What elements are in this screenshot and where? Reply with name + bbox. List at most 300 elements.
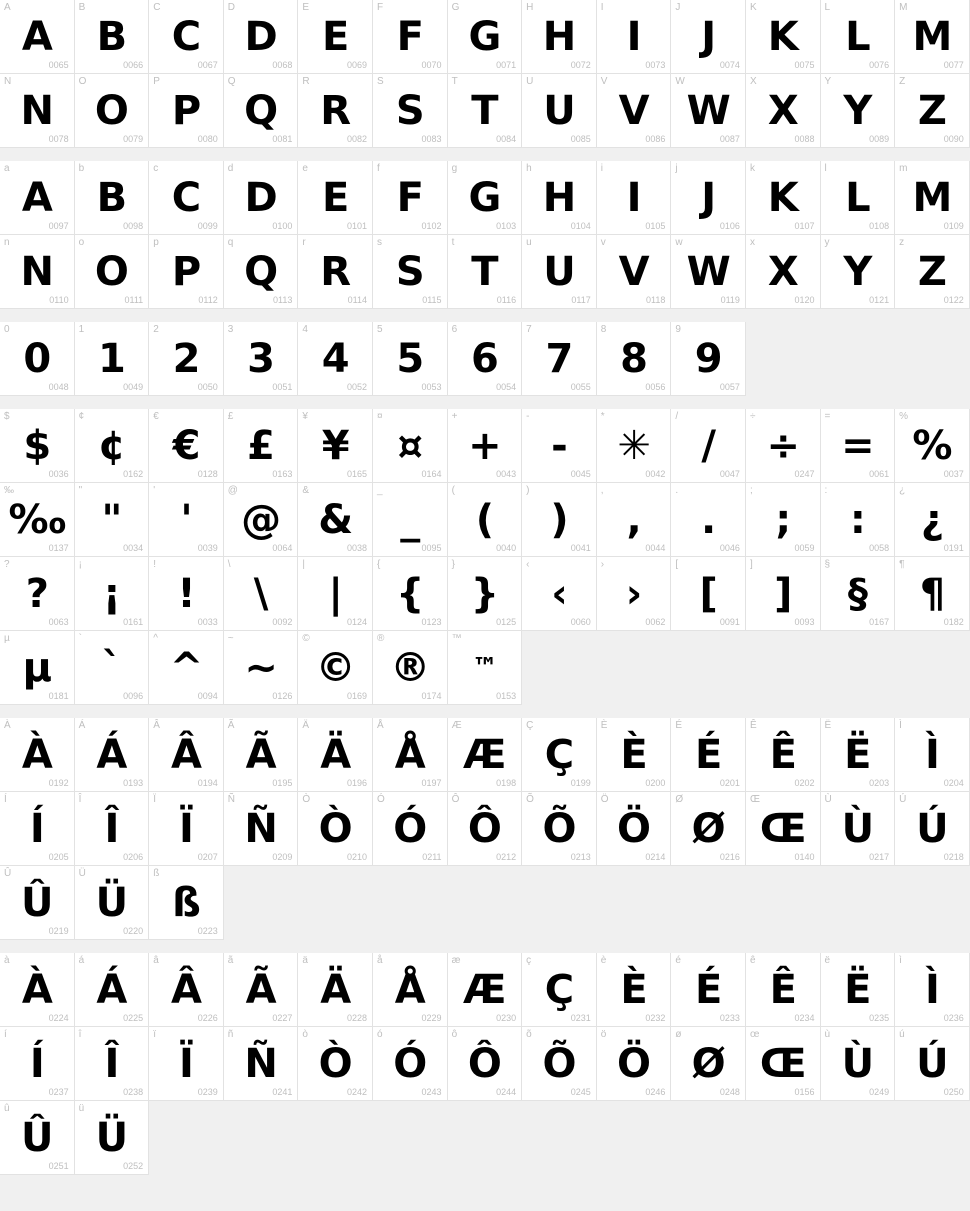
glyph-char-label: Ê [749,720,757,731]
glyph-cell[interactable] [75,322,150,396]
glyph-cell[interactable] [298,953,373,1027]
glyph-cell[interactable] [0,483,75,557]
glyph-code-label: 0198 [496,778,517,788]
glyph-render: 3 [247,335,274,382]
glyph-char-label: ä [302,955,308,966]
glyph-cell[interactable] [448,718,523,792]
glyph-char-label: Ô [451,794,460,805]
glyph-cell[interactable] [597,792,672,866]
glyph-code-label: 0093 [794,617,815,627]
empty-cell [671,1101,746,1175]
glyph-cell[interactable] [298,235,373,309]
glyph-render: , [626,496,641,543]
glyph-cell[interactable] [746,1027,821,1101]
glyph-cell[interactable] [597,74,672,148]
glyph-char-label: È [600,720,608,731]
glyph-cell[interactable] [373,409,448,483]
glyph-cell[interactable] [522,0,597,74]
glyph-code-label: 0096 [123,691,144,701]
glyph-cell[interactable] [522,557,597,631]
glyph-cell[interactable] [0,74,75,148]
glyph-cell[interactable] [597,1027,672,1101]
glyph-cell[interactable] [373,1027,448,1101]
glyph-char-label: d [227,163,234,174]
glyph-char-label: Ú [899,794,907,805]
glyph-cell[interactable] [746,792,821,866]
glyph-cell[interactable] [895,161,970,235]
glyph-cell[interactable] [298,718,373,792]
glyph-code-label: 0077 [943,60,964,70]
glyph-cell[interactable] [895,1027,970,1101]
glyph-cell[interactable] [149,0,224,74]
glyph-code-label: 0072 [570,60,591,70]
glyph-cell[interactable] [0,1027,75,1101]
glyph-render: ¢ [97,422,125,469]
glyph-cell[interactable] [298,161,373,235]
glyph-cell[interactable] [522,483,597,557]
glyph-cell[interactable] [373,0,448,74]
glyph-render: Î [104,1040,119,1087]
glyph-render: ¿ [920,496,944,543]
glyph-cell[interactable] [448,161,523,235]
glyph-render: ) [550,496,568,543]
glyph-code-label: 0034 [123,543,144,553]
glyph-cell[interactable] [597,0,672,74]
glyph-code-label: 0238 [123,1087,144,1097]
glyph-cell[interactable] [75,631,150,705]
glyph-code-label: 0056 [645,382,666,392]
glyph-char-label: Y [824,76,832,87]
glyph-cell[interactable] [373,953,448,1027]
glyph-code-label: 0053 [421,382,442,392]
glyph-render: ( [475,496,493,543]
glyph-char-label: ¶ [899,559,905,570]
glyph-char-label: ‹ [526,559,530,570]
glyph-code-label: 0206 [123,852,144,862]
glyph-code-label: 0069 [346,60,367,70]
glyph-cell[interactable] [895,557,970,631]
glyph-cell[interactable] [373,792,448,866]
glyph-cell[interactable] [373,161,448,235]
glyph-render: ™ [471,652,497,683]
glyph-code-label: 0128 [197,469,218,479]
glyph-code-label: 0194 [197,778,218,788]
glyph-cell[interactable] [149,322,224,396]
glyph-cell[interactable] [298,322,373,396]
glyph-cell[interactable] [522,161,597,235]
glyph-cell[interactable] [0,322,75,396]
glyph-cell[interactable] [224,557,299,631]
glyph-cell[interactable] [373,718,448,792]
glyph-cell[interactable] [746,718,821,792]
glyph-code-label: 0049 [123,382,144,392]
glyph-cell[interactable] [373,74,448,148]
glyph-render: Ú [916,1040,948,1087]
glyph-cell[interactable] [671,74,746,148]
glyph-cell[interactable] [448,953,523,1027]
glyph-cell[interactable] [895,74,970,148]
glyph-code-label: 0234 [794,1013,815,1023]
glyph-cell[interactable] [373,557,448,631]
glyph-render: Ç [544,731,574,778]
glyph-cell[interactable] [373,483,448,557]
glyph-cell[interactable] [149,953,224,1027]
glyph-code-label: 0220 [123,926,144,936]
glyph-cell[interactable] [746,409,821,483]
glyph-cell[interactable] [746,235,821,309]
glyph-code-label: 0036 [48,469,69,479]
glyph-char-label: C [153,2,161,13]
glyph-cell[interactable] [0,0,75,74]
empty-cell [224,866,299,940]
glyph-cell[interactable] [895,953,970,1027]
glyph-cell[interactable] [75,74,150,148]
glyph-char-label: ` [78,633,82,644]
glyph-cell[interactable] [746,161,821,235]
glyph-cell[interactable] [75,409,150,483]
glyph-render: Ù [841,1040,874,1087]
glyph-char-label: p [153,237,159,248]
glyph-cell[interactable] [0,866,75,940]
empty-cell [597,1101,672,1175]
glyph-code-label: 0197 [421,778,442,788]
glyph-render: © [315,644,355,691]
glyph-render: ® [390,644,430,691]
glyph-cell[interactable] [0,161,75,235]
glyph-cell[interactable] [597,322,672,396]
glyph-char-label: 0 [4,324,10,335]
glyph-cell[interactable] [149,161,224,235]
glyph-char-label: ó [376,1029,383,1040]
glyph-cell[interactable] [821,792,896,866]
glyph-code-label: 0099 [197,221,218,231]
glyph-cell[interactable] [75,866,150,940]
glyph-cell[interactable] [522,1027,597,1101]
glyph-char-label: Ï [153,794,156,805]
glyph-code-label: 0116 [496,295,517,305]
glyph-char-label: Q [227,76,236,87]
glyph-cell[interactable] [75,483,150,557]
glyph-cell[interactable] [448,483,523,557]
glyph-render: ^ [169,644,203,691]
glyph-cell[interactable] [298,557,373,631]
glyph-cell[interactable] [75,557,150,631]
glyph-cell[interactable] [149,631,224,705]
glyph-code-label: 0111 [124,295,144,305]
glyph-char-label: ò [302,1029,308,1040]
glyph-cell[interactable] [821,557,896,631]
glyph-cell[interactable] [373,631,448,705]
glyph-code-label: 0232 [645,1013,666,1023]
glyph-cell[interactable] [746,483,821,557]
glyph-cell[interactable] [597,161,672,235]
glyph-cell[interactable] [0,1101,75,1175]
glyph-char-label: q [227,237,234,248]
glyph-cell[interactable] [448,0,523,74]
glyph-cell[interactable] [895,0,970,74]
glyph-cell[interactable] [75,718,150,792]
glyph-cell[interactable] [597,557,672,631]
glyph-render: ¶ [919,570,945,617]
glyph-cell[interactable] [895,792,970,866]
glyph-cell[interactable] [224,409,299,483]
glyph-code-label: 0090 [943,134,964,144]
glyph-cell[interactable] [448,322,523,396]
glyph-render: Y [843,87,872,134]
glyph-cell[interactable] [597,718,672,792]
glyph-cell[interactable] [821,1027,896,1101]
glyph-code-label: 0042 [645,469,666,479]
glyph-cell[interactable] [821,235,896,309]
glyph-cell[interactable] [448,631,523,705]
glyph-cell[interactable] [895,718,970,792]
glyph-cell[interactable] [298,483,373,557]
glyph-cell[interactable] [522,322,597,396]
glyph-cell[interactable] [448,1027,523,1101]
glyph-cell[interactable] [298,74,373,148]
glyph-cell[interactable] [522,409,597,483]
glyph-cell[interactable] [0,409,75,483]
glyph-cell[interactable] [821,74,896,148]
glyph-cell[interactable] [522,792,597,866]
glyph-code-label: 0055 [570,382,591,392]
glyph-cell[interactable] [821,483,896,557]
glyph-render: E [322,174,349,221]
glyph-cell[interactable] [671,483,746,557]
glyph-render: Ã [245,966,276,1013]
glyph-code-label: 0252 [123,1161,144,1171]
glyph-cell[interactable] [149,792,224,866]
glyph-cell[interactable] [448,792,523,866]
glyph-cell[interactable] [522,953,597,1027]
glyph-render: Û [21,879,53,926]
glyph-cell[interactable] [746,74,821,148]
glyph-cell[interactable] [0,718,75,792]
glyph-cell[interactable] [373,235,448,309]
glyph-render: À [21,731,52,778]
glyph-cell[interactable] [821,161,896,235]
glyph-render: Ì [924,731,939,778]
glyph-code-label: 0153 [496,691,517,701]
glyph-render: Ä [320,966,351,1013]
glyph-render: Á [96,966,127,1013]
glyph-cell[interactable] [0,792,75,866]
glyph-cell[interactable] [149,74,224,148]
glyph-cell[interactable] [448,235,523,309]
glyph-cell[interactable] [298,409,373,483]
glyph-cell[interactable] [75,161,150,235]
empty-cell [448,1101,523,1175]
glyph-cell[interactable] [0,953,75,1027]
glyph-cell[interactable] [597,235,672,309]
glyph-char-label: ì [899,955,902,966]
glyph-cell[interactable] [75,0,150,74]
glyph-cell[interactable] [821,953,896,1027]
glyph-cell[interactable] [746,557,821,631]
glyph-char-label: c [153,163,159,174]
glyph-code-label: 0081 [272,134,293,144]
glyph-char-label: À [4,720,11,731]
glyph-cell[interactable] [522,718,597,792]
glyph-code-label: 0113 [273,295,293,305]
glyph-code-label: 0061 [869,469,890,479]
glyph-char-label: ) [526,485,530,496]
glyph-render: G [468,174,501,221]
glyph-cell[interactable] [671,792,746,866]
glyph-char-label: 5 [376,324,383,335]
glyph-cell[interactable] [224,483,299,557]
glyph-cell[interactable] [821,718,896,792]
glyph-char-label: à [4,955,10,966]
glyph-cell[interactable] [298,792,373,866]
glyph-cell[interactable] [75,792,150,866]
glyph-cell[interactable] [75,1101,150,1175]
glyph-render: ¤ [397,422,422,469]
glyph-char-label: ø [675,1029,682,1040]
glyph-cell[interactable] [298,1027,373,1101]
glyph-cell[interactable] [224,0,299,74]
empty-cell [746,866,821,940]
glyph-cell[interactable] [821,0,896,74]
glyph-code-label: 0117 [571,295,591,305]
glyph-char-label: \ [227,559,231,570]
glyph-code-label: 0216 [719,852,740,862]
glyph-char-label: ( [451,485,455,496]
glyph-code-label: 0239 [197,1087,218,1097]
glyph-cell[interactable] [895,235,970,309]
glyph-char-label: z [899,237,905,248]
glyph-char-label: h [526,163,532,174]
character-group-digits [0,322,970,396]
glyph-char-label: . [675,485,679,496]
glyph-cell[interactable] [373,322,448,396]
glyph-cell[interactable] [597,483,672,557]
glyph-cell[interactable] [895,483,970,557]
glyph-code-label: 0071 [496,60,517,70]
glyph-render: Ê [769,966,796,1013]
glyph-cell[interactable] [149,409,224,483]
glyph-cell[interactable] [224,718,299,792]
glyph-char-label: Ø [675,794,684,805]
glyph-render: Ï [179,805,193,852]
glyph-cell[interactable] [671,953,746,1027]
glyph-code-label: 0059 [794,543,815,553]
glyph-cell[interactable] [224,74,299,148]
glyph-cell[interactable] [224,1027,299,1101]
glyph-render: 0 [23,335,51,382]
group-spacer [0,940,970,953]
glyph-cell[interactable] [149,866,224,940]
glyph-cell[interactable] [671,1027,746,1101]
glyph-render: ÷ [766,422,799,469]
glyph-render: U [543,248,575,295]
glyph-code-label: 0191 [943,543,964,553]
glyph-cell[interactable] [0,631,75,705]
glyph-render: Ñ [244,805,277,852]
glyph-cell[interactable] [149,235,224,309]
glyph-cell[interactable] [895,409,970,483]
glyph-code-label: 0163 [272,469,293,479]
glyph-char-label: ! [153,559,156,570]
glyph-cell[interactable] [746,953,821,1027]
glyph-code-label: 0091 [719,617,740,627]
glyph-cell[interactable] [671,235,746,309]
glyph-char-label: G [451,2,460,13]
glyph-char-label: © [302,633,310,644]
glyph-cell[interactable] [149,1027,224,1101]
empty-cell [298,866,373,940]
glyph-cell[interactable] [671,0,746,74]
glyph-render: | [328,570,342,617]
glyph-render: Ø [691,805,725,852]
glyph-render: W [686,87,730,134]
empty-cell [746,322,821,396]
glyph-cell[interactable] [298,631,373,705]
glyph-cell[interactable] [149,557,224,631]
glyph-cell[interactable] [224,953,299,1027]
glyph-cell[interactable] [597,409,672,483]
glyph-cell[interactable] [75,235,150,309]
glyph-code-label: 0057 [719,382,740,392]
glyph-cell[interactable] [224,631,299,705]
glyph-char-label: Œ [749,794,760,805]
glyph-cell[interactable] [0,557,75,631]
glyph-cell[interactable] [671,161,746,235]
glyph-cell[interactable] [224,235,299,309]
glyph-code-label: 0200 [645,778,666,788]
glyph-cell[interactable] [448,409,523,483]
glyph-char-label: Ã [227,720,235,731]
glyph-char-label: 8 [600,324,607,335]
glyph-cell[interactable] [821,409,896,483]
glyph-code-label: 0250 [943,1087,964,1097]
glyph-render: Ü [95,1114,128,1161]
glyph-render: M [912,13,952,60]
glyph-code-label: 0050 [197,382,218,392]
glyph-code-label: 0241 [272,1087,293,1097]
glyph-render: C [171,174,201,221]
glyph-cell[interactable] [448,74,523,148]
glyph-cell[interactable] [149,483,224,557]
glyph-render: I [626,174,641,221]
glyph-cell[interactable] [75,1027,150,1101]
glyph-cell[interactable] [671,557,746,631]
glyph-code-label: 0181 [48,691,69,701]
glyph-cell[interactable] [597,953,672,1027]
glyph-cell[interactable] [149,718,224,792]
glyph-render: ' [180,496,192,543]
glyph-cell[interactable] [224,322,299,396]
glyph-cell[interactable] [75,953,150,1027]
glyph-cell[interactable] [671,718,746,792]
glyph-cell[interactable] [746,0,821,74]
glyph-cell[interactable] [448,557,523,631]
glyph-render: B [96,174,127,221]
glyph-render: Y [843,248,872,295]
glyph-cell[interactable] [671,409,746,483]
glyph-char-label: 3 [227,324,234,335]
glyph-cell[interactable] [0,235,75,309]
glyph-cell[interactable] [224,792,299,866]
glyph-cell[interactable] [671,322,746,396]
glyph-code-label: 0044 [645,543,666,553]
glyph-char-label: ^ [153,633,158,644]
glyph-cell[interactable] [522,74,597,148]
glyph-cell[interactable] [522,235,597,309]
glyph-cell[interactable] [298,0,373,74]
glyph-cell[interactable] [224,161,299,235]
glyph-code-label: 0115 [422,295,442,305]
